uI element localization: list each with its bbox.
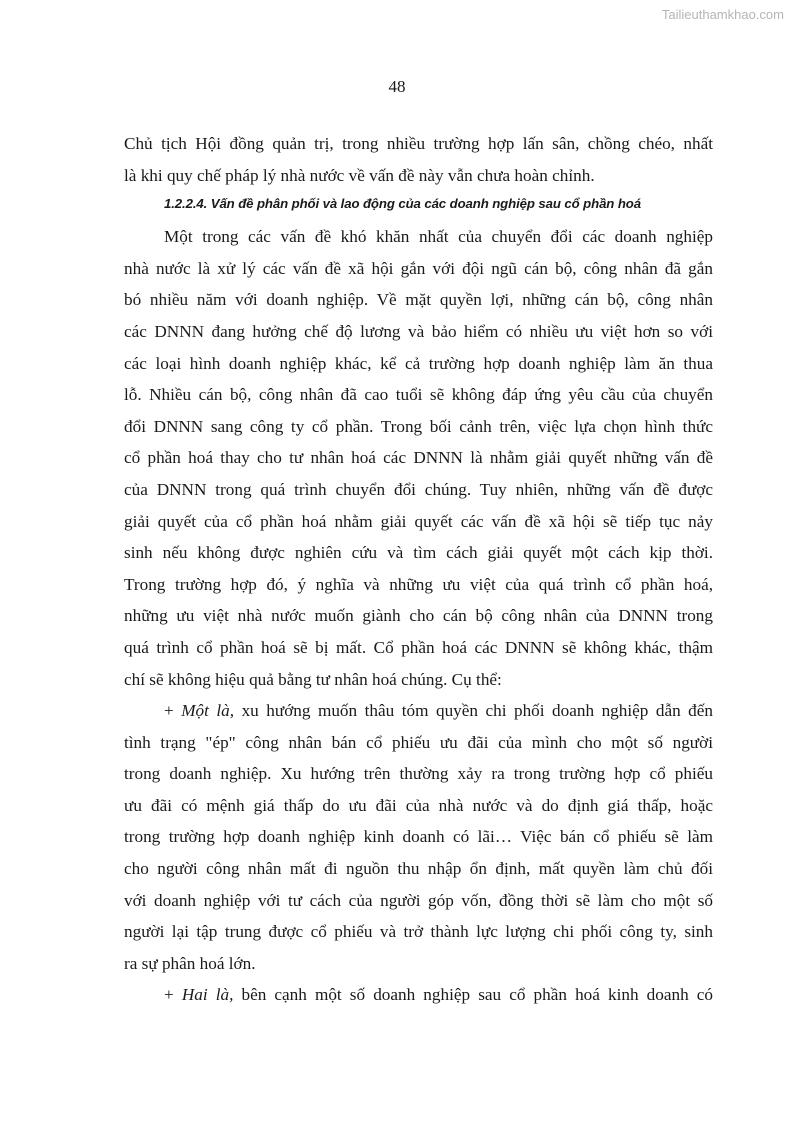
text-line: Một trong các vấn đề khó khăn nhất của chuyển đổi các doanh nghiệp: [164, 227, 713, 247]
text-line: các loại hình doanh nghiệp khác, kể cả trường hợp doanh nghiệp làm ăn thua: [124, 353, 713, 373]
text-line: lỗ. Nhiều cán bộ, công nhân đã cao tuổi sẽ không đáp ứng yêu cầu của chuyển: [124, 385, 713, 405]
text-line: cổ phần hoá thay cho tư nhân hoá các DNNN là nhằm giải quyết những vấn đề: [124, 448, 713, 468]
text-line: với doanh nghiệp với tư cách của người góp vốn, đồng thời sẽ làm cho một số: [124, 890, 713, 910]
text-fragment: xu hướng muốn thâu tóm quyền chi phối doanh nghiệp dẫn đến: [234, 701, 713, 721]
text-line: là khi quy chế pháp lý nhà nước về vấn đề này vẫn chưa hoàn chỉnh.: [124, 165, 595, 185]
page-number: 48: [388, 77, 406, 96]
text-line: [124, 979, 713, 1011]
text-line: trong trường hợp doanh nghiệp kinh doanh có lãi… Việc bán cổ phiếu sẽ làm: [124, 827, 713, 847]
bullet-prefix: +: [164, 701, 182, 721]
point-label: Hai là,: [181, 985, 234, 1005]
text-line: nhà nước là xử lý các vấn đề xã hội gắn với đội ngũ cán bộ, công nhân đã gắn: [124, 258, 713, 278]
point-one: [124, 695, 713, 979]
text-fragment: bên cạnh một số doanh nghiệp sau cổ phần hoá kinh doanh có: [233, 985, 713, 1005]
text-line: những ưu việt nhà nước muốn giành cho cán bộ công nhân của DNNN trong: [124, 606, 713, 626]
text-line: đổi DNNN sang công ty cổ phần. Trong bối cảnh trên, việc lựa chọn hình thức: [124, 416, 713, 436]
text-line: giải quyết của cổ phần hoá nhằm giải quyết các vấn đề xã hội sẽ tiếp tục nảy: [124, 511, 713, 531]
text-line: của DNNN trong quá trình chuyển đổi chúng. Tuy nhiên, những vấn đề được: [124, 479, 713, 499]
text-line: trong doanh nghiệp. Xu hướng trên thường xảy ra trong trường hợp cổ phiếu: [124, 764, 713, 784]
text-line: tình trạng "ép" công nhân bán cổ phiếu ưu đãi của mình cho một số người: [124, 732, 713, 752]
text-line: [124, 695, 713, 727]
watermark: Tailieuthamkhao.com: [661, 7, 784, 22]
bullet-prefix: +: [164, 985, 182, 1005]
point-label: Một là,: [181, 701, 235, 721]
paragraph: [124, 221, 713, 695]
section-heading: 1.2.2.4. Vấn đề phân phối và lao động của các doanh nghiệp sau cổ phần hoá: [164, 196, 641, 212]
text-line: người lại tập trung được cổ phiếu và trở thành lực lượng chi phối công ty, sinh: [124, 922, 713, 942]
text-line: chí sẽ không hiệu quả bằng tư nhân hoá chúng. Cụ thể:: [124, 669, 502, 689]
point-two: [124, 979, 713, 1011]
text-line: các DNNN đang hưởng chế độ lương và bảo hiểm có nhiều ưu việt hơn so với: [124, 321, 713, 341]
text-line: Chủ tịch Hội đồng quản trị, trong nhiều trường hợp lấn sân, chồng chéo, nhất: [124, 134, 713, 153]
text-line: bó nhiều năm với doanh nghiệp. Về mặt quyền lợi, những cán bộ, công nhân: [124, 290, 713, 310]
text-line: Trong trường hợp đó, ý nghĩa và những ưu việt của quá trình cổ phần hoá,: [124, 574, 713, 594]
text-line: ưu đãi có mệnh giá thấp do ưu đãi của nhà nước và do định giá thấp, hoặc: [124, 795, 713, 815]
text-line: quá trình cổ phần hoá sẽ bị mất. Cổ phần hoá các DNNN sẽ không khác, thậm: [124, 637, 713, 657]
text-line: cho người công nhân mất đi nguồn thu nhập ổn định, mất quyền làm chủ đối: [124, 859, 713, 879]
document-body: [124, 128, 713, 1011]
text-line: sinh nếu không được nghiên cứu và tìm cách giải quyết một cách kịp thời.: [124, 543, 713, 563]
text-line: ra sự phân hoá lớn.: [124, 953, 256, 973]
